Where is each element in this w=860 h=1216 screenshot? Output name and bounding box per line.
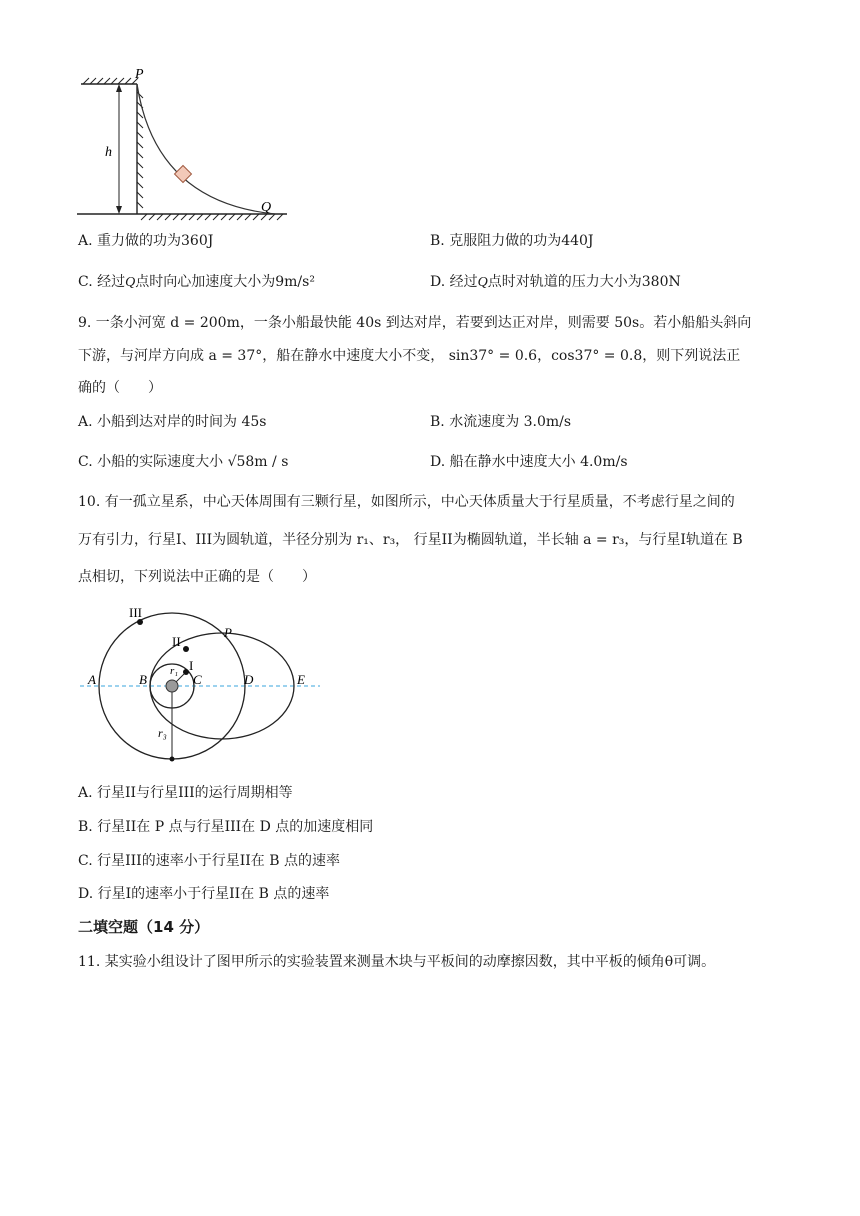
q9-stem-line1: 9. 一条小河宽 d = 200m，一条小船最快能 40s 到达对岸，若要到达正对岸，则需要 50s。若小船船头斜向 [78,315,752,331]
label-II: II [172,634,181,649]
label-P: P [224,625,232,640]
q8-option-d-var: Q [477,275,488,290]
label-C: C [193,672,202,687]
q10-option-c: C. 行星III的速率小于行星II在 B 点的速率 [78,853,340,869]
block [175,166,192,183]
q8-option-c-var: Q [125,275,136,290]
label-III: III [129,605,142,620]
planet-II [183,646,189,652]
q8-option-a: A. 重力做的功为360J [78,233,214,249]
q10-stem-line3: 点相切，下列说法中正确的是（ ） [78,569,316,585]
q9-stem-line2: 下游，与河岸方向成 a = 37°，船在静水中速度大小不变， sin37° = 0.6，cos37° = 0.8，则下列说法正 [78,348,741,364]
label-Q: Q [261,200,272,215]
label-I: I [189,658,194,673]
section-heading: 二填空题（14 分） [78,918,210,936]
q8-option-b: B. 克服阻力做的功为440J [430,233,594,249]
label-E: E [297,672,305,687]
track-curve [137,84,275,214]
q9-stem-line3: 确的（ ） [78,380,162,396]
q10-option-d: D. 行星I的速率小于行星II在 B 点的速率 [78,886,330,902]
q8-option-c-pre: C. 经过 [78,274,126,290]
q8-option-c [78,272,315,293]
label-P: P [135,67,144,82]
label-D: D [244,672,254,687]
q8-option-d [430,272,681,293]
q9-option-a: A. 小船到达对岸的时间为 45s [78,414,267,430]
q9-option-c: C. 小船的实际速度大小 √58m / s [78,454,289,470]
q10-stem-line1: 10. 有一孤立星系，中心天体周围有三颗行星，如图所示，中心天体质量大于行星质量，不考虑行星之间的 [78,494,735,510]
q11-stem: 11. 某实验小组设计了图甲所示的实验装置来测量木块与平板间的动摩擦因数，其中平板的倾角θ可调。 [78,954,716,970]
q9-option-b: B. 水流速度为 3.0m/s [430,414,572,430]
figure-curved-track [75,62,295,227]
q10-option-a: A. 行星II与行星III的运行周期相等 [78,785,293,801]
label-r3: r₃ [158,726,167,740]
q8-option-d-post: 点时对轨道的压力大小为380N [487,274,681,290]
q9-option-d: D. 船在静水中速度大小 4.0m/s [430,454,628,470]
label-r1: r₁ [170,665,179,677]
label-A: A [88,672,96,687]
q10-stem-line2: 万有引力，行星I、III为圆轨道，半径分别为 r₁、r₃， 行星II为椭圆轨道，半长轴 a = r₃，与行星I轨道在 B [78,532,743,548]
q10-option-b: B. 行星II在 P 点与行星III在 D 点的加速度相同 [78,819,374,835]
central-body [166,680,178,692]
point-r3-end [170,757,175,762]
q8-option-d-pre: D. 经过 [430,274,478,290]
label-B: B [139,672,147,687]
label-h: h [105,145,112,160]
figure-orbits [78,600,328,770]
q8-option-c-post: 点时向心加速度大小为9m/s² [135,274,315,290]
